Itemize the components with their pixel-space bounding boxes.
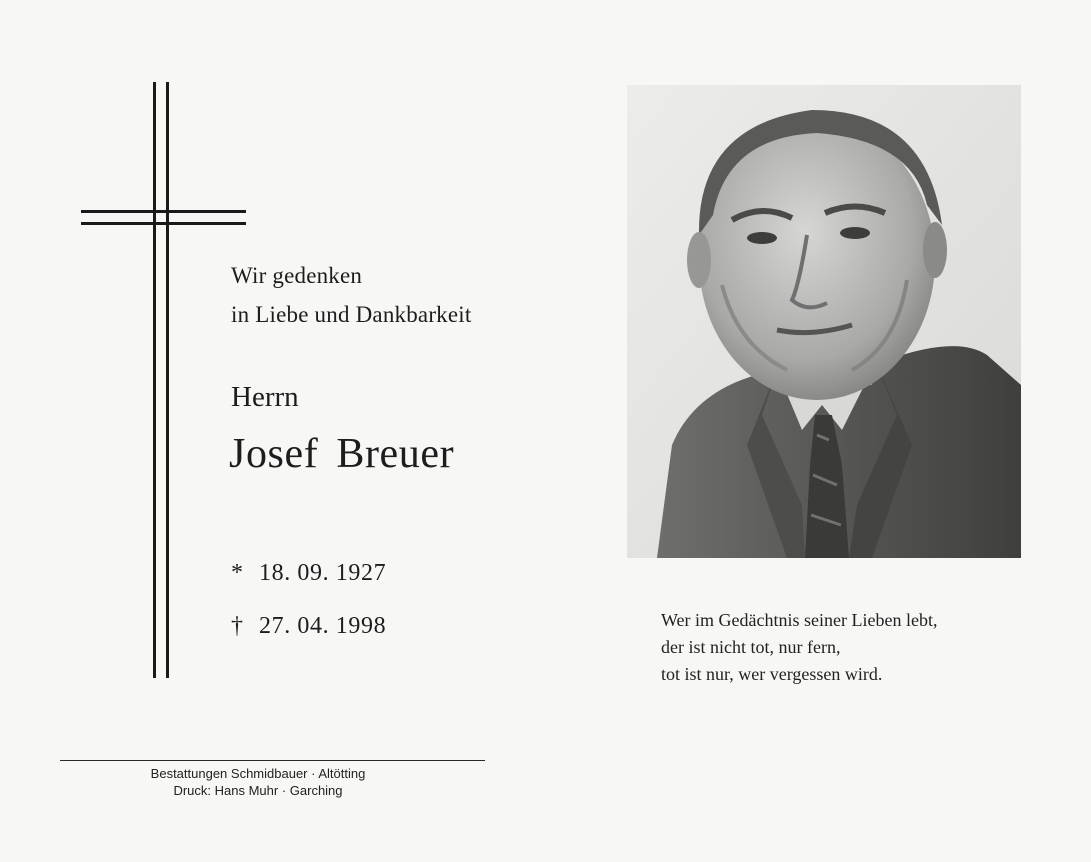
- portrait-photo: [627, 85, 1021, 558]
- cross-horizontal-bar: [81, 210, 246, 213]
- memorial-quote: [661, 607, 937, 688]
- portrait-image: [627, 85, 1021, 558]
- quote-line-2: der ist nicht tot, nur fern,: [661, 637, 841, 657]
- cross-horizontal-bar: [81, 222, 246, 225]
- death-date: 27. 04. 1998: [259, 613, 387, 639]
- death-date-line: [231, 613, 386, 640]
- intro-line-1: Wir gedenken: [231, 263, 363, 288]
- imprint-line-1: Bestattungen Schmidbauer · Altötting: [150, 766, 366, 781]
- first-name: Josef: [229, 431, 319, 477]
- intro-line-2: in Liebe und Dankbarkeit: [231, 302, 472, 327]
- deceased-name: [229, 430, 454, 478]
- last-name: Breuer: [336, 431, 455, 477]
- footer-divider: [60, 760, 485, 761]
- cross-vertical-bar: [153, 82, 156, 678]
- quote-line-3: tot ist nur, wer vergessen wird.: [661, 664, 883, 684]
- birth-date-line: [231, 560, 386, 587]
- salutation: Herrn: [231, 381, 299, 413]
- birth-star-icon: *: [231, 560, 244, 586]
- quote-line-1: Wer im Gedächtnis seiner Lieben lebt,: [661, 610, 938, 630]
- birth-date: 18. 09. 1927: [259, 560, 387, 586]
- imprint-line-2: Druck: Hans Muhr · Garching: [173, 783, 343, 798]
- cross-vertical-bar: [166, 82, 169, 678]
- printer-imprint: [60, 765, 456, 799]
- death-dagger-icon: †: [231, 613, 244, 639]
